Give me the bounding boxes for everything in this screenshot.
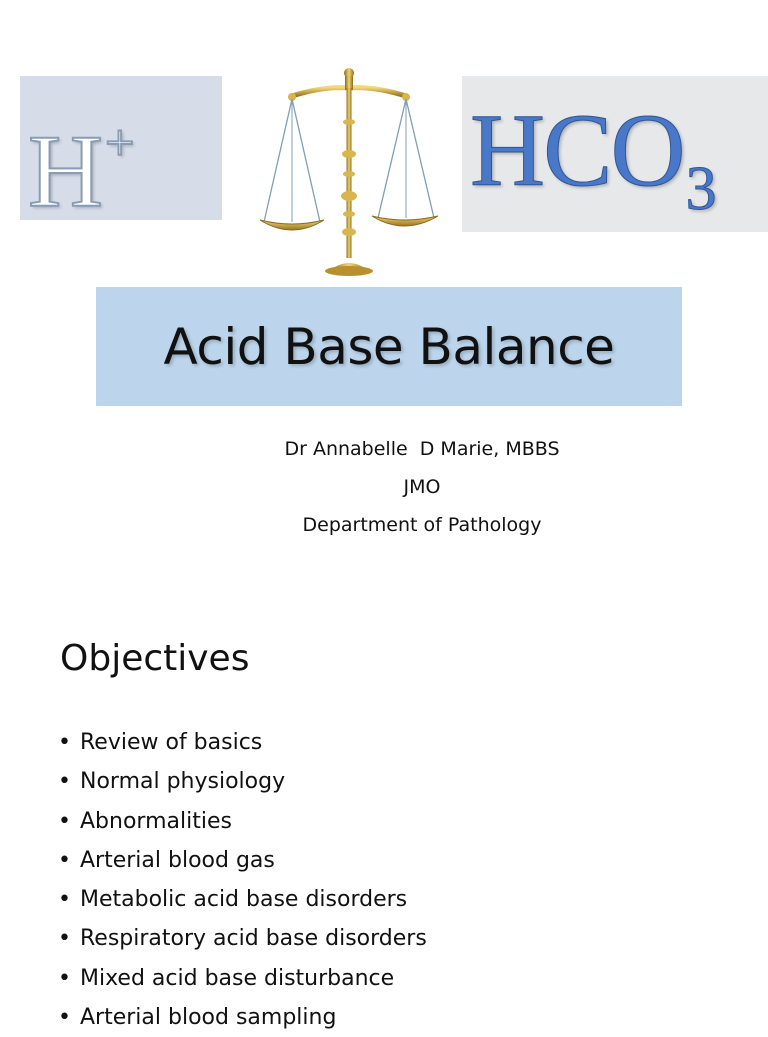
author-role: JMO bbox=[403, 476, 441, 498]
author-department: Department of Pathology bbox=[302, 514, 542, 536]
bullet: • bbox=[58, 808, 71, 834]
balance-scale-icon bbox=[254, 64, 444, 278]
bullet: • bbox=[58, 965, 71, 991]
bullet: • bbox=[58, 730, 71, 755]
slide-title: Acid Base Balance bbox=[163, 317, 615, 376]
objectives-slide bbox=[0, 580, 768, 1031]
bullet: • bbox=[58, 847, 71, 873]
author-block bbox=[200, 430, 644, 544]
list-item: • Normal physiology bbox=[58, 762, 427, 801]
author-name: Dr Annabelle D Marie, MBBS bbox=[284, 438, 560, 460]
bullet: • bbox=[58, 769, 71, 795]
list-item: • Respiratory acid base disorders bbox=[58, 919, 427, 958]
objectives-list bbox=[58, 723, 427, 1037]
bullet: • bbox=[58, 887, 71, 913]
bullet: • bbox=[58, 1005, 71, 1031]
list-item: • Mixed acid base disturbance bbox=[58, 959, 427, 998]
list-item: • Review of basics bbox=[58, 723, 427, 762]
objectives-heading: Objectives bbox=[60, 638, 250, 679]
list-item: • Abnormalities bbox=[58, 802, 427, 841]
list-item: • Metabolic acid base disorders bbox=[58, 880, 427, 919]
list-item: • Arterial blood gas bbox=[58, 841, 427, 880]
bicarbonate-symbol: $HCO_3$ bbox=[470, 93, 715, 223]
hydrogen-ion-symbol: H+ bbox=[28, 114, 135, 229]
title-box bbox=[96, 287, 682, 406]
bullet: • bbox=[58, 926, 71, 952]
list-item: • Arterial blood sampling bbox=[58, 998, 427, 1037]
